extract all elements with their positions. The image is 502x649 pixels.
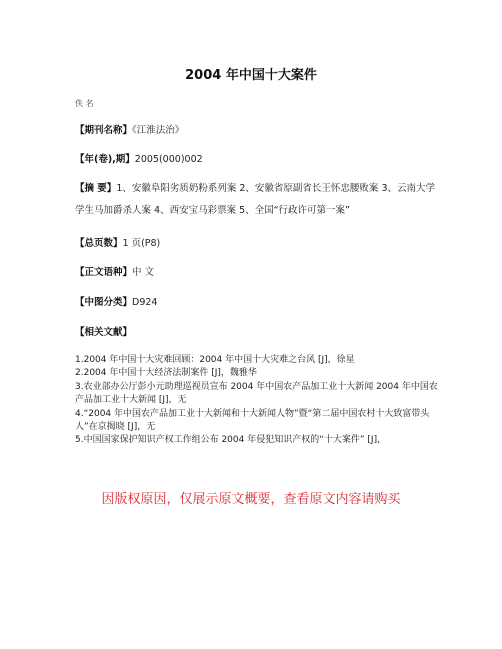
document-title: 2004 年中国十大案件: [185, 68, 317, 83]
author: 佚 名: [75, 99, 94, 108]
pages-value: 1 页(P8): [122, 238, 161, 249]
classification-label: 【中图分类】: [75, 297, 133, 308]
year-issue-label: 【年(卷),期】: [75, 154, 135, 165]
journal-value: 《江淮法治》: [132, 125, 185, 136]
pages-label: 【总页数】: [75, 238, 123, 249]
language-field: [75, 262, 437, 284]
abstract-label: 【摘 要】: [75, 183, 117, 194]
classification-value: D924: [132, 297, 158, 308]
related-item[interactable]: 2.2004 年中国十大经济法制案件 [J]，魏雅华: [75, 368, 257, 379]
related-item[interactable]: 4.“2004 年中国农产品加工业十大新闻和十大新闻人物”暨“第二届中国农村十大致富带头人”在京揭晓 [J]，无: [75, 408, 430, 433]
copyright-notice: 因版权原因，仅展示原文概要，查看原文内容请购买: [101, 492, 401, 507]
pages-field: [75, 233, 437, 255]
classification-field: [75, 292, 437, 314]
language-value: 中 文: [132, 267, 155, 278]
journal-field: [75, 120, 437, 142]
abstract-value: 1、安徽阜阳劣质奶粉系列案 2、安徽省原副省长王怀忠腰败案 3、云南大学学生马加爵杀人案 4、西安宝马彩票案 5、全国“行政许可第一案”: [75, 183, 435, 216]
related-item[interactable]: 3.农业部办公厅彭小元助理巡视员宣布 2004 年中国农产品加工业十大新闻 2004 年中国农产品加工业十大新闻 [J]，无: [75, 381, 438, 406]
language-label: 【正文语种】: [75, 267, 133, 278]
related-item[interactable]: 1.2004 年中国十大灾难回顾：2004 年中国十大灾难之台风 [J]，徐星: [75, 355, 355, 365]
journal-label: 【期刊名称】: [75, 125, 133, 136]
related-label: 【相关文献】: [75, 327, 133, 338]
related-item[interactable]: 5.中国国家保护知识产权工作组公布 2004 年侵犯知识产权的“十大案件” [J]，: [75, 435, 387, 446]
related-list: [75, 354, 445, 448]
abstract-field: [75, 178, 437, 222]
related-field: [75, 322, 437, 344]
year-issue-field: [75, 149, 437, 171]
year-issue-value: 2005(000)002: [134, 154, 203, 165]
